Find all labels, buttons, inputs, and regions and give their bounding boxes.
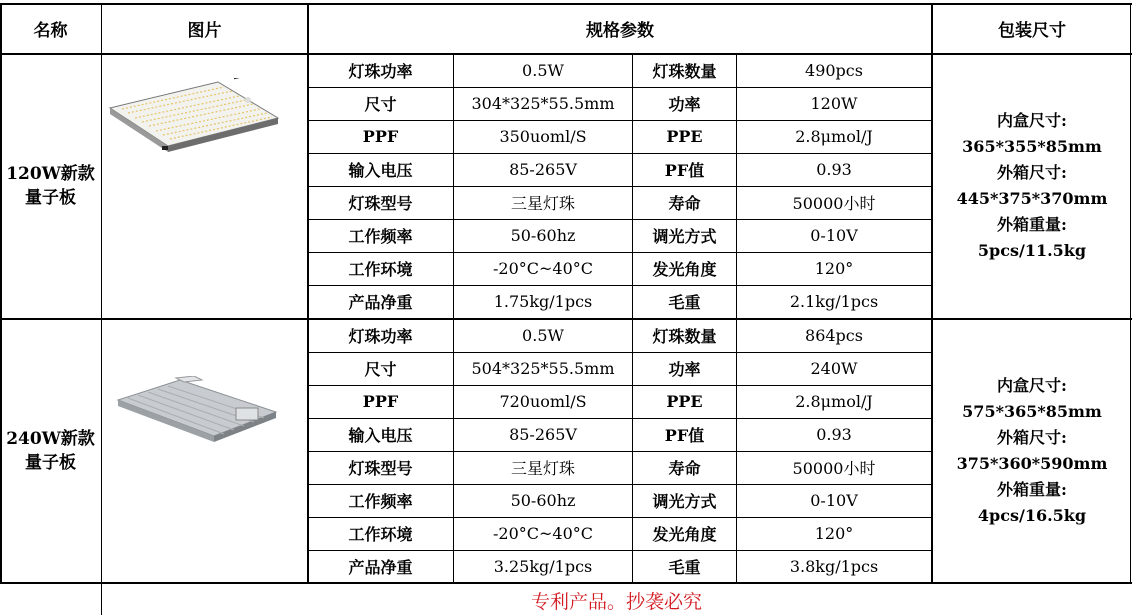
spec-label: 产品净重 (348, 558, 413, 577)
spec-label: 灯珠型号 (348, 194, 413, 213)
package-line: 575*365*85mm (962, 402, 1102, 421)
package-line: 375*360*590mm (956, 454, 1108, 473)
package-line: 内盒尺寸: (997, 376, 1067, 395)
header-image: 图片 (187, 20, 222, 41)
spec-label: 调光方式 (652, 492, 717, 511)
grid-line (308, 87, 932, 88)
spec-label: 工作频率 (348, 492, 413, 511)
spec-value: -20°C~40°C (492, 259, 593, 278)
spec-value: 120° (814, 259, 854, 278)
spec-label: 尺寸 (364, 360, 397, 379)
grid-line (0, 3, 1132, 5)
spec-value: 0-10V (810, 491, 858, 510)
spec-value: 490pcs (805, 61, 863, 80)
product-name (0, 54, 101, 318)
spec-value: 0.93 (816, 425, 852, 444)
spec-label: 功率 (668, 95, 701, 114)
package-line: 4pcs/16.5kg (977, 506, 1087, 525)
package-line: 外箱重量: (997, 480, 1067, 499)
spec-value: 120° (814, 524, 854, 543)
package-line: 外箱尺寸: (997, 428, 1067, 447)
spec-value: 720uoml/S (499, 392, 587, 411)
grid-line (0, 3, 2, 583)
package-line: 365*355*85mm (962, 137, 1102, 156)
product-name-line2: 量子板 (24, 453, 76, 473)
spec-label: 灯珠功率 (348, 327, 413, 346)
product-name-line1: 120W新款 (6, 164, 95, 184)
spec-value: 2.8μmol/J (795, 127, 873, 146)
spec-label: 毛重 (668, 293, 701, 312)
spec-value: 三星灯珠 (510, 194, 575, 213)
spec-label: 发光角度 (652, 260, 717, 279)
spec-label: 工作环境 (348, 525, 413, 544)
spec-label: 工作频率 (348, 227, 413, 246)
spec-label: 灯珠数量 (652, 62, 717, 81)
spec-value: 504*325*55.5mm (471, 359, 615, 378)
spec-value: 120W (810, 94, 858, 113)
product-name (0, 319, 101, 583)
package-line: 5pcs/11.5kg (977, 241, 1087, 260)
grid-line (453, 54, 454, 583)
grid-line (0, 53, 1132, 55)
grid-line (0, 318, 1132, 320)
grid-line (101, 3, 102, 615)
product-name-line1: 240W新款 (6, 429, 95, 449)
spec-label: 毛重 (668, 558, 701, 577)
package-line: 外箱尺寸: (997, 163, 1067, 182)
grid-line (308, 418, 932, 419)
spec-label: 灯珠数量 (652, 327, 717, 346)
spec-label: 调光方式 (652, 227, 717, 246)
spec-value: 50000小时 (792, 194, 876, 213)
spec-value: 1.75kg/1pcs (493, 292, 593, 311)
spec-label: PPF (362, 127, 399, 146)
spec-label: 发光角度 (652, 525, 717, 544)
spec-label: PPE (666, 392, 703, 411)
spec-value: 3.8kg/1pcs (789, 557, 879, 576)
spec-value: 50-60hz (510, 226, 576, 245)
spec-label: 输入电压 (348, 161, 413, 180)
grid-line (308, 517, 932, 518)
grid-line (308, 252, 932, 253)
footer-notice: 专利产品。抄袭必究 (530, 590, 702, 613)
spec-value: 304*325*55.5mm (471, 94, 615, 113)
spec-value: 50-60hz (510, 491, 576, 510)
grid-line (308, 550, 932, 551)
grid-line (308, 120, 932, 121)
grid-line (307, 3, 309, 583)
spec-value: 864pcs (805, 326, 863, 345)
spec-label: 寿命 (668, 194, 701, 213)
led-panel-240w-icon (114, 376, 280, 446)
package-line: 外箱重量: (997, 215, 1067, 234)
spec-label: PPF (362, 392, 399, 411)
grid-line (736, 54, 737, 583)
grid-line (931, 3, 933, 583)
spec-value: 0.5W (522, 326, 564, 345)
spec-label: 灯珠功率 (348, 62, 413, 81)
spec-label: 功率 (668, 360, 701, 379)
spec-value: -20°C~40°C (492, 524, 593, 543)
spec-label: 寿命 (668, 459, 701, 478)
grid-line (308, 385, 932, 386)
spec-value: 50000小时 (792, 459, 876, 478)
spec-label: PPE (666, 127, 703, 146)
grid-line (308, 186, 932, 187)
spec-value: 0.93 (816, 160, 852, 179)
led-panel-120w-icon (108, 78, 280, 168)
spec-value: 0-10V (810, 226, 858, 245)
grid-line (308, 285, 932, 286)
grid-line (308, 219, 932, 220)
spec-value: 0.5W (522, 61, 564, 80)
spec-value: 3.25kg/1pcs (493, 557, 593, 576)
grid-line (308, 484, 932, 485)
spec-value: 85-265V (509, 425, 577, 444)
package-line: 内盒尺寸: (997, 111, 1067, 130)
grid-line (308, 153, 932, 154)
spec-value: 2.1kg/1pcs (789, 292, 879, 311)
spec-label: 工作环境 (348, 260, 413, 279)
spec-label: 尺寸 (364, 95, 397, 114)
spec-value: 85-265V (509, 160, 577, 179)
spec-value: 三星灯珠 (510, 459, 575, 478)
grid-line (1130, 3, 1131, 583)
header-name: 名称 (33, 20, 68, 41)
spec-label: PF值 (664, 426, 705, 445)
header-package: 包装尺寸 (998, 20, 1066, 41)
spec-label: 灯珠型号 (348, 459, 413, 478)
package-line: 445*375*370mm (956, 189, 1108, 208)
product-name-line2: 量子板 (24, 188, 76, 208)
package-info (932, 319, 1132, 583)
grid-line (632, 54, 633, 583)
spec-label: PF值 (664, 161, 705, 180)
spec-value: 240W (810, 359, 858, 378)
package-info (932, 54, 1132, 318)
spec-label: 输入电压 (348, 426, 413, 445)
spec-value: 2.8μmol/J (795, 392, 873, 411)
grid-line (308, 352, 932, 353)
header-specs: 规格参数 (586, 20, 654, 41)
grid-line (0, 582, 1132, 584)
grid-line (308, 451, 932, 452)
spec-label: 产品净重 (348, 293, 413, 312)
spec-value: 350uoml/S (499, 127, 587, 146)
